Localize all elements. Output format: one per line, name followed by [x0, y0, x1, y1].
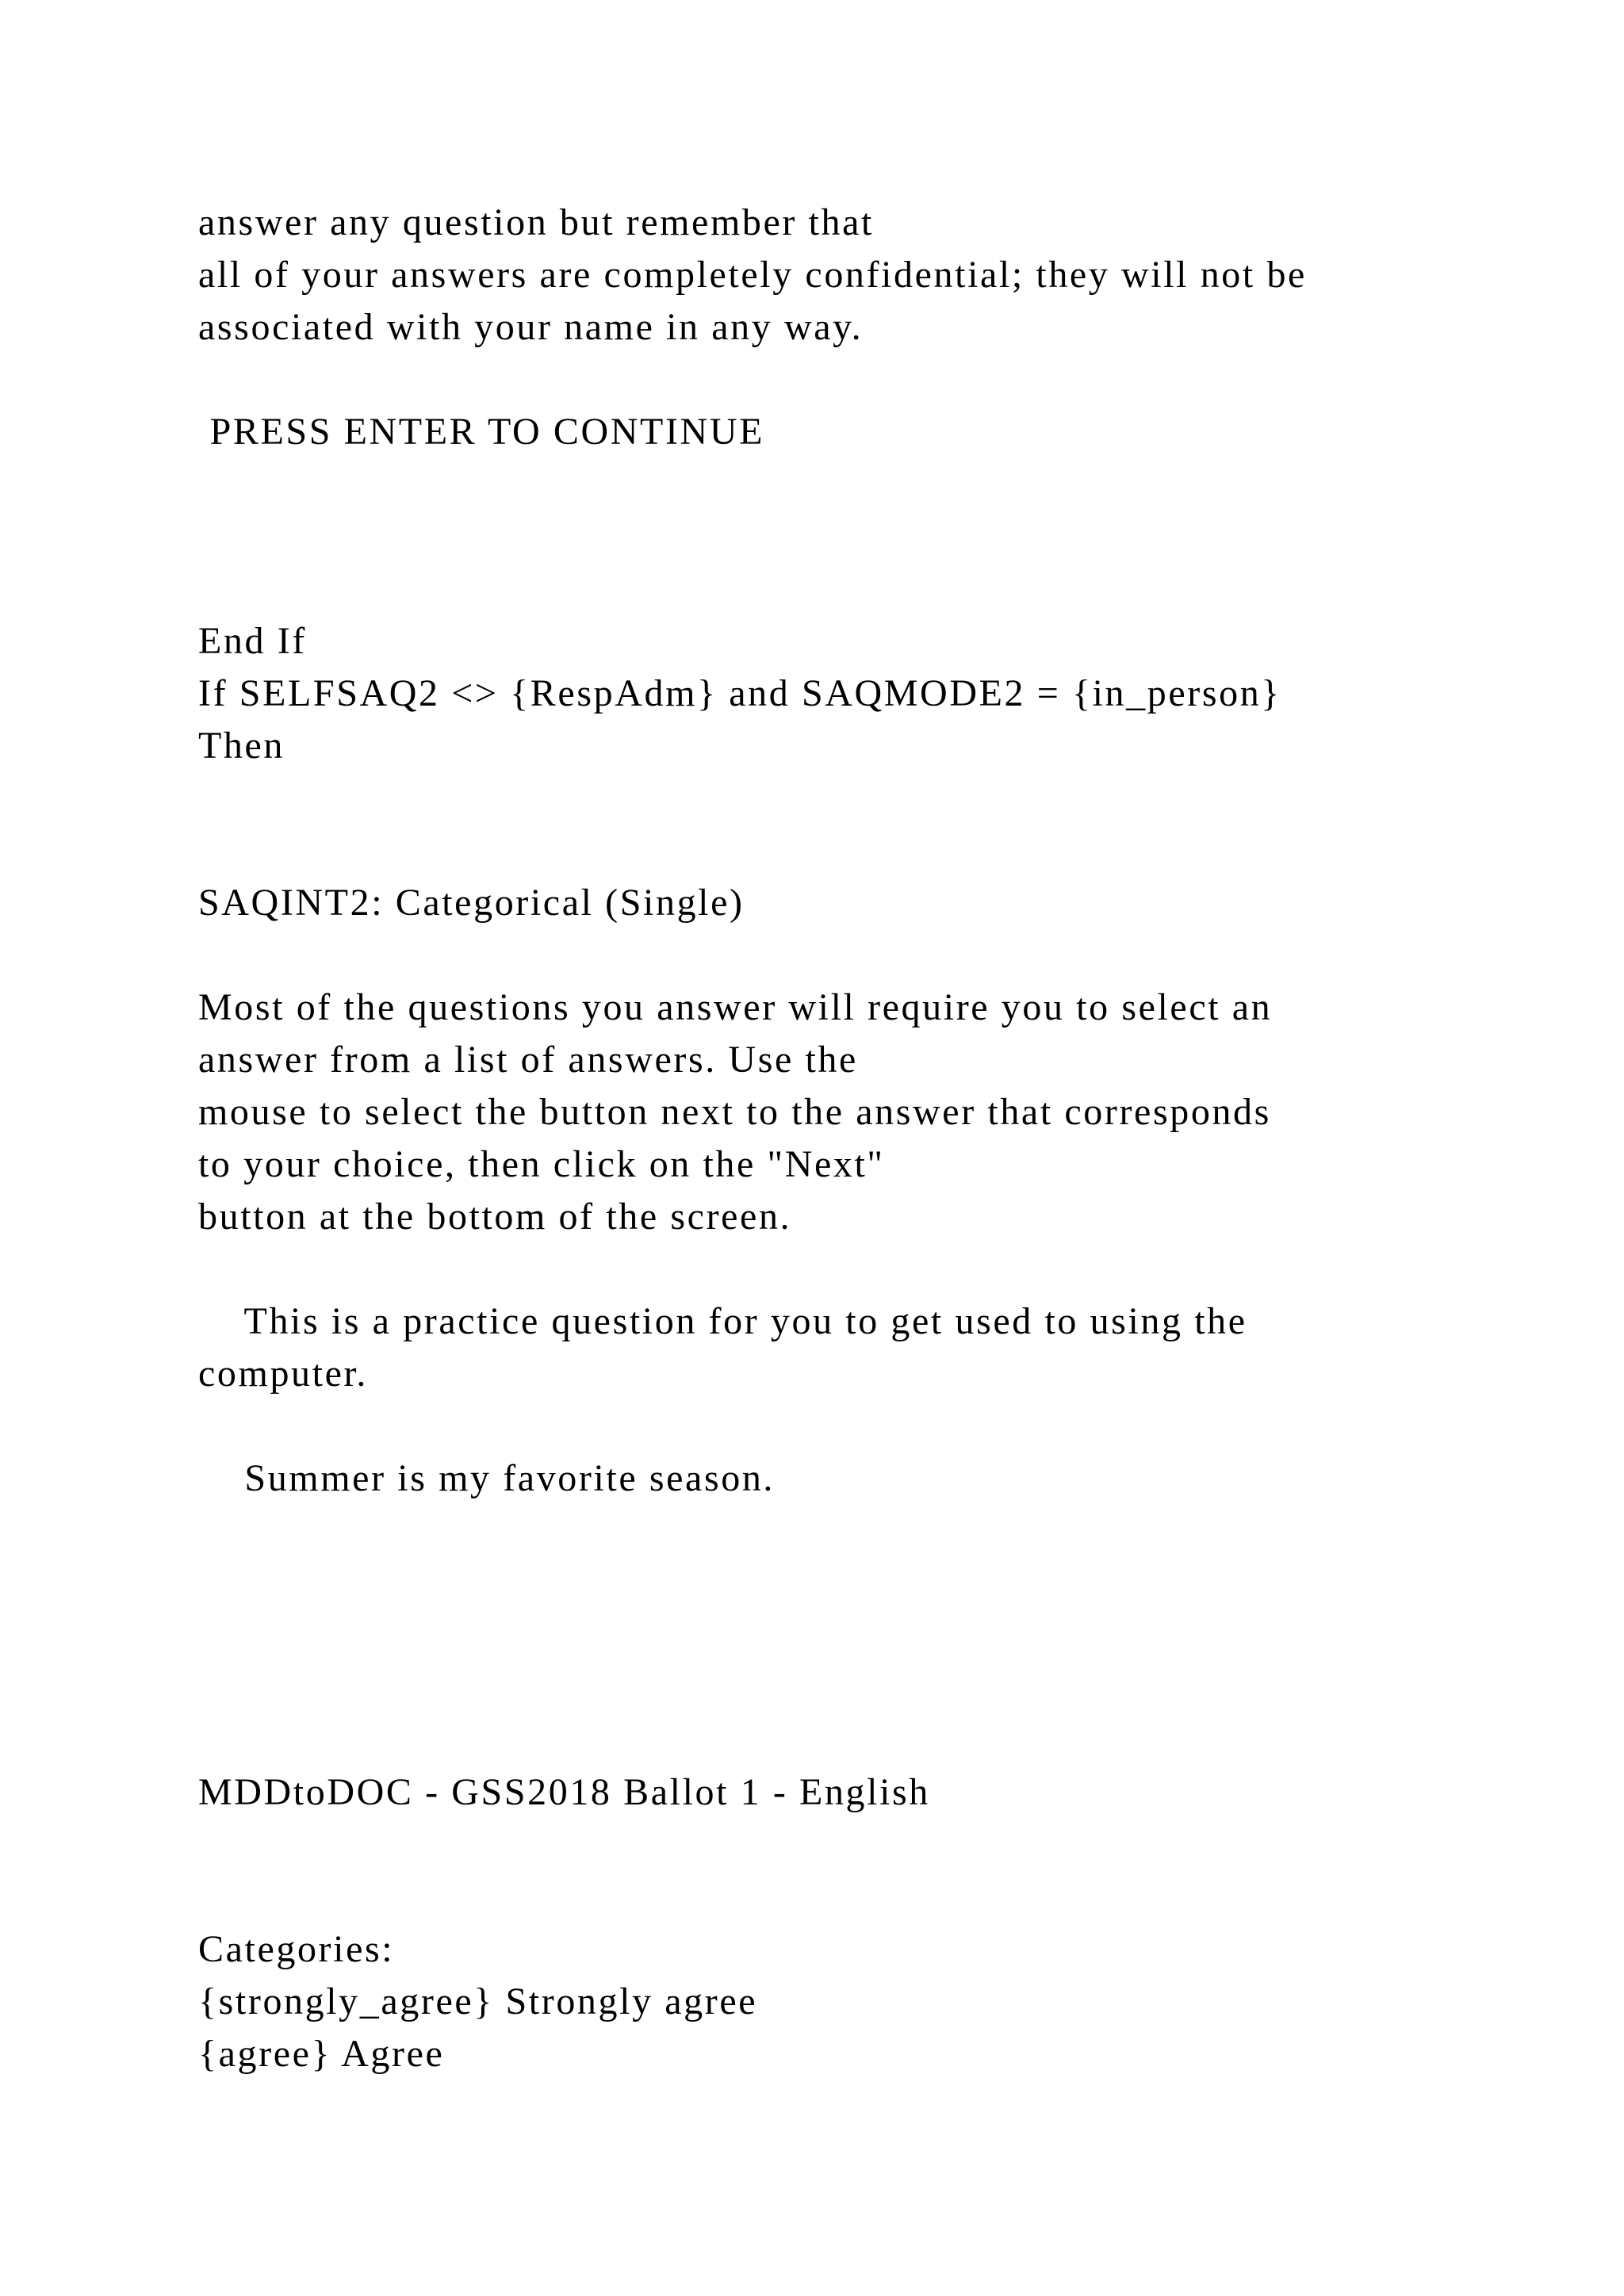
question-statement: Summer is my favorite season.	[198, 1457, 776, 1499]
question-header: SAQINT2: Categorical (Single)	[198, 882, 745, 924]
practice-line: computer.	[198, 1353, 369, 1395]
instruction-line: to your choice, then click on the "Next"	[198, 1143, 885, 1185]
instruction-line: Most of the questions you answer will require you to select an	[198, 986, 1273, 1028]
press-enter-prompt: PRESS ENTER TO CONTINUE	[198, 411, 765, 453]
instruction-line: button at the bottom of the screen.	[198, 1196, 792, 1238]
end-if-statement: End If	[198, 620, 307, 662]
categories-label: Categories:	[198, 1928, 395, 1970]
intro-line: all of your answers are completely confidential; they will not be	[198, 254, 1307, 296]
category-item: {strongly_agree} Strongly agree	[198, 1980, 758, 2022]
category-item: {agree} Agree	[198, 2033, 445, 2075]
document-footer-title: MDDtoDOC - GSS2018 Ballot 1 - English	[198, 1771, 930, 1813]
practice-line: This is a practice question for you to get used to using the	[198, 1300, 1247, 1342]
condition-line: Then	[198, 725, 285, 767]
intro-line: answer any question but remember that	[198, 201, 874, 243]
instruction-line: answer from a list of answers. Use the	[198, 1039, 858, 1081]
condition-line: If SELFSAQ2 <> {RespAdm} and SAQMODE2 = {in_person}	[198, 672, 1281, 714]
instruction-line: mouse to select the button next to the answer that corresponds	[198, 1091, 1271, 1133]
intro-line: associated with your name in any way.	[198, 306, 864, 348]
